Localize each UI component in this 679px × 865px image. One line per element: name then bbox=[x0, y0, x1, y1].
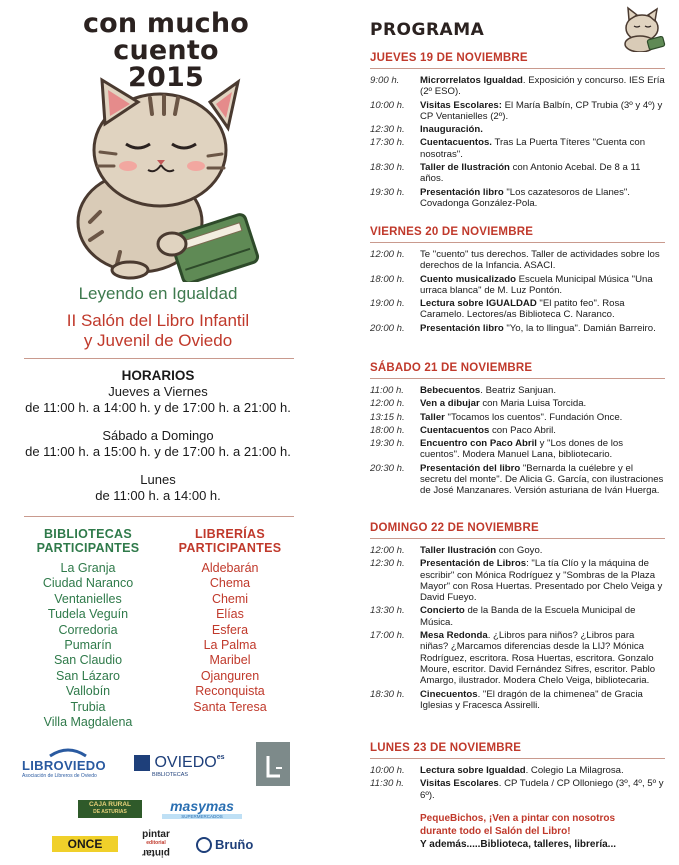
library-item: Villa Magdalena bbox=[43, 715, 133, 730]
schedule-entry: 12:30 h. Presentación de Libros: "La tía Clío y la máquina de escribir" con Mónica Rodríguez y "Sombras de la Plaza Mayor" con Rosa Huertas. Presentado por Chelo Veiga y David Fueyo. bbox=[370, 558, 663, 604]
libraries-heading: PARTICIPANTES bbox=[36, 541, 140, 555]
divider bbox=[24, 516, 294, 517]
schedule-entry: 19:30 h. Encuentro con Paco Abril y "Los dones de los cuentos". Modera Manuel Lana, bibliotecario. bbox=[370, 438, 623, 461]
schedule-entry: 17:30 h. Cuentacuentos. Tras La Puerta Títeres "Cuenta con nosotras". bbox=[370, 137, 646, 160]
bruno-mark-icon bbox=[196, 837, 212, 853]
schedule-entry: 19:00 h. Lectura sobre IGUALDAD "El patito feo". Rosa Caramelo. Lectores/as Biblioteca C. Naranco. bbox=[370, 298, 625, 321]
schedule-entry: 18:30 h. Cinecuentos. "El dragón de la chimenea" de Gracia Iglesias y Fracesca Assirelli. bbox=[370, 688, 643, 711]
day-heading: DOMINGO 22 DE NOVIEMBRE bbox=[370, 522, 665, 539]
bruno-logo: Bruño bbox=[196, 836, 266, 853]
library-item: Ciudad Naranco bbox=[42, 576, 134, 591]
schedule-entry: 12:00 h. Te "cuento" tus derechos. Taller de actividades sobre los derechos de la Infancia. ASACI. bbox=[370, 249, 660, 272]
library-item: Ventanielles bbox=[54, 591, 122, 606]
event-name bbox=[0, 311, 316, 351]
closing-line: Y además.....Biblioteca, talleres, librería... bbox=[420, 839, 617, 850]
schedule-entry: 17:00 h. Mesa Redonda. ¿Libros para niños? ¿Libros para niñas? ¿Marcamos diferencias desde la LIJ? Mónica Rodríguez, escritora. Rosa Huertas, escritora. Gonzalo Moure, escritor. David Fernández Sifres, escritor. Pablo Amargo, ilustrador. Modera Chelo Veiga, bibliotecaria. bbox=[370, 630, 656, 687]
sponsor-logos bbox=[0, 740, 316, 860]
schedule-entry: 20:30 h. Presentación del libro "Bernarda la cuélebre y el secretu del monte". De Alicia G. García, con ilustraciones de José Manzanares. Versión asturiana de Iván Huerga. bbox=[370, 462, 664, 497]
schedule-entry: 13:30 h. Concierto de la Banda de la Escuela Municipal de Música. bbox=[370, 605, 636, 628]
program-panel bbox=[370, 0, 670, 865]
title-line-1: con mucho bbox=[82, 8, 250, 39]
schedule-entry: 18:00 h. Cuentacuentos con Paco Abril. bbox=[370, 424, 556, 436]
schedule-entry: 19:30 h. Presentación libro "Los cazatesoros de Llanes". Covadonga González-Pola. bbox=[370, 186, 630, 209]
schedule-entry: 9:00 h. Microrrelatos Igualdad. Exposición y concurso. IES Ería (2º ESO). bbox=[370, 75, 665, 98]
bookstores-column bbox=[160, 527, 300, 715]
book-icon bbox=[48, 744, 88, 758]
masymas-logo: masymas SUPERMERCADOS bbox=[162, 798, 242, 819]
library-item: Tudela Veguín bbox=[47, 607, 129, 622]
theme-subtitle: Leyendo en Igualdad bbox=[78, 284, 238, 303]
hours-times: de 11:00 h. a 14:00 h. bbox=[95, 488, 221, 503]
schedule-entry: 13:15 h. Taller "Tocamos los cuentos". Fundación Once. bbox=[370, 411, 623, 423]
hours-days: Sábado a Domingo bbox=[102, 428, 214, 443]
library-item: Vallobín bbox=[65, 684, 111, 699]
bookstore-item: Chemi bbox=[211, 591, 249, 606]
libraries-heading: BIBLIOTECAS bbox=[43, 527, 133, 541]
divider bbox=[24, 358, 294, 359]
bookstore-item: Aldebarán bbox=[201, 561, 259, 575]
bookstore-item: Maribel bbox=[209, 653, 251, 668]
day-thursday bbox=[370, 52, 665, 209]
day-saturday bbox=[370, 362, 665, 497]
day-sunday bbox=[370, 522, 665, 711]
cat-reading-illustration bbox=[60, 72, 260, 282]
closing-message bbox=[420, 812, 670, 851]
once-logo: ONCE bbox=[52, 836, 118, 852]
hours-days: Lunes bbox=[140, 472, 176, 487]
schedule-entry: 12:00 h. Ven a dibujar con Maria Luisa Torcida. bbox=[370, 398, 587, 410]
title-line-2: cuento 2015 bbox=[113, 35, 219, 93]
left-panel bbox=[0, 0, 316, 865]
schedule-entry: 11:30 h. Visitas Escolares. CP Tudela / CP Olloniego (3º, 4º, 5º y 6º). bbox=[370, 778, 664, 801]
hours-title: HORARIOS bbox=[121, 368, 195, 383]
oviedo-shield-icon bbox=[134, 755, 150, 771]
day-heading: LUNES 23 DE NOVIEMBRE bbox=[370, 742, 665, 759]
event-name-line-2: y Juvenil de Oviedo bbox=[83, 331, 233, 350]
library-item: La Granja bbox=[60, 561, 116, 575]
pintar-pintar-logo: pintar editorial pintar bbox=[142, 829, 170, 858]
hours-times: de 11:00 h. a 14:00 h. y de 17:00 h. a 21:00 h. bbox=[25, 400, 291, 415]
bookstore-item: La Palma bbox=[203, 638, 257, 653]
schedule-entry: 11:00 h. Bebecuentos. Beatriz Sanjuan. bbox=[370, 385, 556, 396]
bookstore-item: Ojanguren bbox=[200, 668, 260, 683]
closing-line: PequeBichos, ¡Ven a pintar con nosotros bbox=[420, 813, 616, 824]
schedule-entry: 10:00 h. Visitas Escolares: El María Balbín, CP Trubia (3º y 4º) y CP Ventanielles (2º). bbox=[370, 99, 663, 122]
schedule-entry: 12:30 h. Inauguración. bbox=[370, 124, 483, 136]
libraries-column bbox=[18, 527, 158, 730]
event-name-line-1: II Salón del Libro Infantil bbox=[66, 311, 250, 330]
institution-logo bbox=[256, 742, 290, 786]
day-friday bbox=[370, 226, 665, 334]
cat-reading-small-icon bbox=[618, 6, 668, 52]
bookstore-item: Elías bbox=[216, 607, 244, 622]
bookstore-item: Chema bbox=[209, 576, 251, 591]
library-item: San Claudio bbox=[53, 653, 123, 668]
caja-rural-logo: CAJA RURAL DE ASTURIAS bbox=[78, 800, 142, 818]
hours-days: Jueves a Viernes bbox=[108, 384, 208, 399]
closing-line: durante todo el Salón del Libro! bbox=[420, 826, 571, 837]
schedule-entry: 18:00 h. Cuento musicalizado Escuela Municipal Música "Una urraca blanca" de M. Luz Pontón. bbox=[370, 273, 653, 296]
libroviedo-logo: LIBROVIEDO Asociación de Libreros de Oviedo bbox=[22, 752, 114, 779]
library-item: Trubia bbox=[70, 699, 106, 714]
day-heading: JUEVES 19 DE NOVIEMBRE bbox=[370, 52, 665, 69]
oviedo-bibliotecas-logo: $OVIEDO^{es}$ BIBLIOTECAS bbox=[134, 754, 254, 778]
day-monday bbox=[370, 742, 665, 801]
schedule-entry: 18:30 h. Taller de Ilustración con Antonio Acebal. De 8 a 11 años. bbox=[370, 162, 641, 185]
hours-times: de 11:00 h. a 15:00 h. y de 17:00 h. a 21:00 h. bbox=[25, 444, 291, 459]
bookstores-heading: LIBRERÍAS bbox=[194, 527, 266, 541]
day-heading: SÁBADO 21 DE NOVIEMBRE bbox=[370, 362, 665, 379]
bookstore-item: Reconquista bbox=[195, 684, 265, 699]
schedule-entry: 10:00 h. Lectura sobre Igualdad. Colegio La Milagrosa. bbox=[370, 765, 624, 776]
bookstore-item: Esfera bbox=[211, 622, 249, 637]
library-item: Pumarín bbox=[64, 638, 112, 653]
schedule-entry: 20:00 h. Presentación libro "Yo, la to llingua". Damián Barreiro. bbox=[370, 322, 656, 334]
hours-section bbox=[0, 368, 316, 504]
bookstore-item: Santa Teresa bbox=[193, 699, 267, 714]
library-item: San Lázaro bbox=[56, 668, 120, 683]
schedule-entry: 12:00 h. Taller Ilustración con Goyo. bbox=[370, 545, 543, 556]
library-item: Corredoria bbox=[58, 622, 118, 637]
bookstores-heading: PARTICIPANTES bbox=[178, 541, 282, 555]
day-heading: VIERNES 20 DE NOVIEMBRE bbox=[370, 226, 665, 243]
program-title: PROGRAMA bbox=[370, 20, 485, 40]
